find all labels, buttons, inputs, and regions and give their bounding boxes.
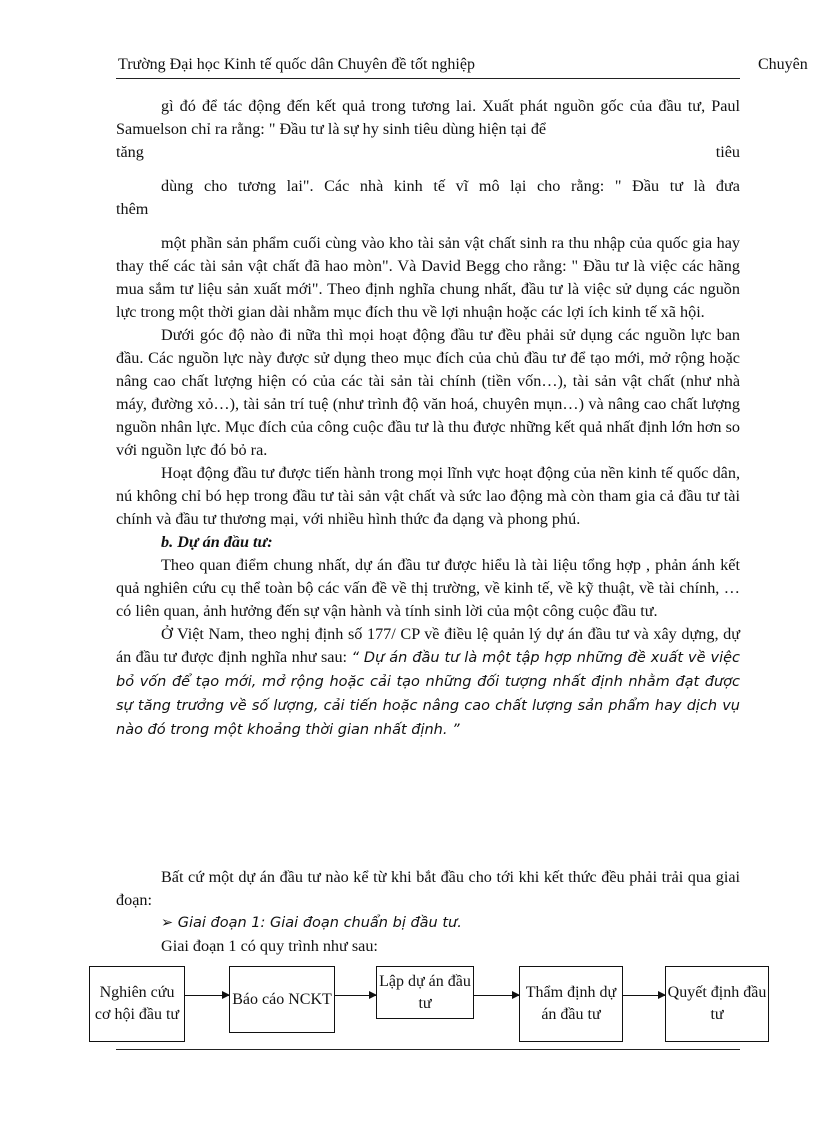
paragraph-2: dùng cho tương lai". Các nhà kinh tế vĩ mô lại cho rằng: " Đầu tư là đưa <box>161 177 740 195</box>
body-text-3 <box>116 232 740 742</box>
paragraph-1-tail <box>116 141 740 164</box>
paragraph-3: một phần sản phẩm cuối cùng vào kho tài sản vật chất sinh ra thu nhập của quốc gia hay thay thế các tài sản vật chất đã hao mòn". Và David Begg cho rằng: " Đầu tư là việc các hãng mua sắm tư liệu sản xuất mới". Theo định nghĩa chung nhất, đầu tư là việc sử dụng các nguồn lực trong một thời gian dài nhằm mục đích thu về lợi nhuận hoặc các lợi ích kinh tế xã hội. <box>116 234 740 321</box>
paragraph-4: Dưới góc độ nào đi nữa thì mọi hoạt động đầu tư đều phải sử dụng các nguồn lực ban đầu. Các nguồn lực này được sử dụng theo mục đích của chủ đầu tư để tạo mới, mở rộng hoặc nâng cao chất lượng hiện có của các tài sản tài chính (tiền vốn…), tài sản vật chất (như nhà máy, đường xỏ…), tài sản trí tuệ (như trình độ văn hoá, chuyên mụn…) và nâng cao chất lượng nguồn nhân lực. Mục đích của công cuộc đầu tư là thu được những kết quả nhất định lớn hơn so với nguồn lực đó bỏ ra. <box>116 326 740 459</box>
flow-step-feasibility-report: Báo cáo NCKT <box>229 966 335 1033</box>
header-title: Trường Đại học Kinh tế quốc dân Chuyên đề tốt nghiệp <box>118 56 475 73</box>
body-text-2 <box>116 175 740 221</box>
paragraph-2-tail: thêm <box>116 200 149 218</box>
section-heading-b-text: b. Dự án đầu tư: <box>161 533 273 551</box>
header-right-label: Chuyên <box>758 56 808 73</box>
flow-step-decision: Quyết định đầu tư <box>665 966 769 1042</box>
page-header <box>118 56 816 78</box>
paragraph-7 <box>116 623 740 742</box>
stage-1-item: ➢ Giai đoạn 1: Giai đoạn chuẩn bị đầu tư. <box>161 915 462 931</box>
paragraph-6: Theo quan điểm chung nhất, dự án đầu tư được hiểu là tài liệu tổng hợp , phản ánh kết quả nghiên cứu cụ thể toàn bộ các vấn đề về thị trường, về kinh tế, về kỹ thuật, về tài chính, … có liên quan, ảnh hưởng đến sự vận hành và tính sinh lời của một công cuộc đầu tư. <box>116 556 740 620</box>
flow-arrow <box>474 995 519 996</box>
flow-arrow <box>185 995 229 996</box>
section-heading-b <box>116 531 740 554</box>
paragraph-9: Giai đoạn 1 có quy trình như sau: <box>161 937 378 955</box>
paragraph-5: Hoạt động đầu tư được tiến hành trong mọi lĩnh vực hoạt động của nền kinh tế quốc dân, nú không chỉ bó hẹp trong đầu tư tài sản vật chất và sức lao động mà còn tham gia cả đầu tư tài chính và đầu tư thương mại, với nhiều hình thức đa dạng và phong phú. <box>116 464 740 528</box>
flow-step-research: Nghiên cứu cơ hội đầu tư <box>89 966 185 1042</box>
paragraph-1: gì đó để tác động đến kết quả trong tương lai. Xuất phát nguồn gốc của đầu tư, Paul Samuelson chỉ ra rằng: " Đầu tư là sự hy sinh tiêu dùng hiện tại để <box>116 97 740 138</box>
flow-step-project-preparation: Lập dự án đầu tư <box>376 966 474 1019</box>
flow-arrow <box>335 995 376 996</box>
body-text <box>116 95 740 164</box>
header-rule <box>116 78 740 79</box>
paragraph-7-text: Ở Việt Nam, theo nghị định số 177/ CP về điều lệ quản lý dự án đầu tư và xây dựng, dự án đầu tư được định nghĩa như sau: <box>116 625 740 666</box>
flow-step-appraisal: Thẩm định dự án đầu tư <box>519 966 623 1042</box>
paragraph-1-word-right: tiêu <box>715 143 740 161</box>
footer-rule <box>116 1049 740 1050</box>
body-text-4 <box>116 866 740 958</box>
flow-arrow <box>623 995 665 996</box>
paragraph-8: Bất cứ một dự án đầu tư nào kể từ khi bắt đầu cho tới khi kết thức đều phải trải qua giai đoạn: <box>116 868 740 909</box>
definition-quote: “ Dự án đầu tư là một tập hợp những đề xuất về việc bỏ vốn để tạo mới, mở rộng hoặc cải tạo những đối tượng nhất định nhằm đạt được sự tăng trưởng về số lượng, cải tiến hoặc nâng cao chất lượng sản phẩm hay dịch vụ nào đó trong một khoảng thời gian nhất định. ” <box>116 650 740 738</box>
paragraph-1-word-left: tăng <box>116 143 144 161</box>
